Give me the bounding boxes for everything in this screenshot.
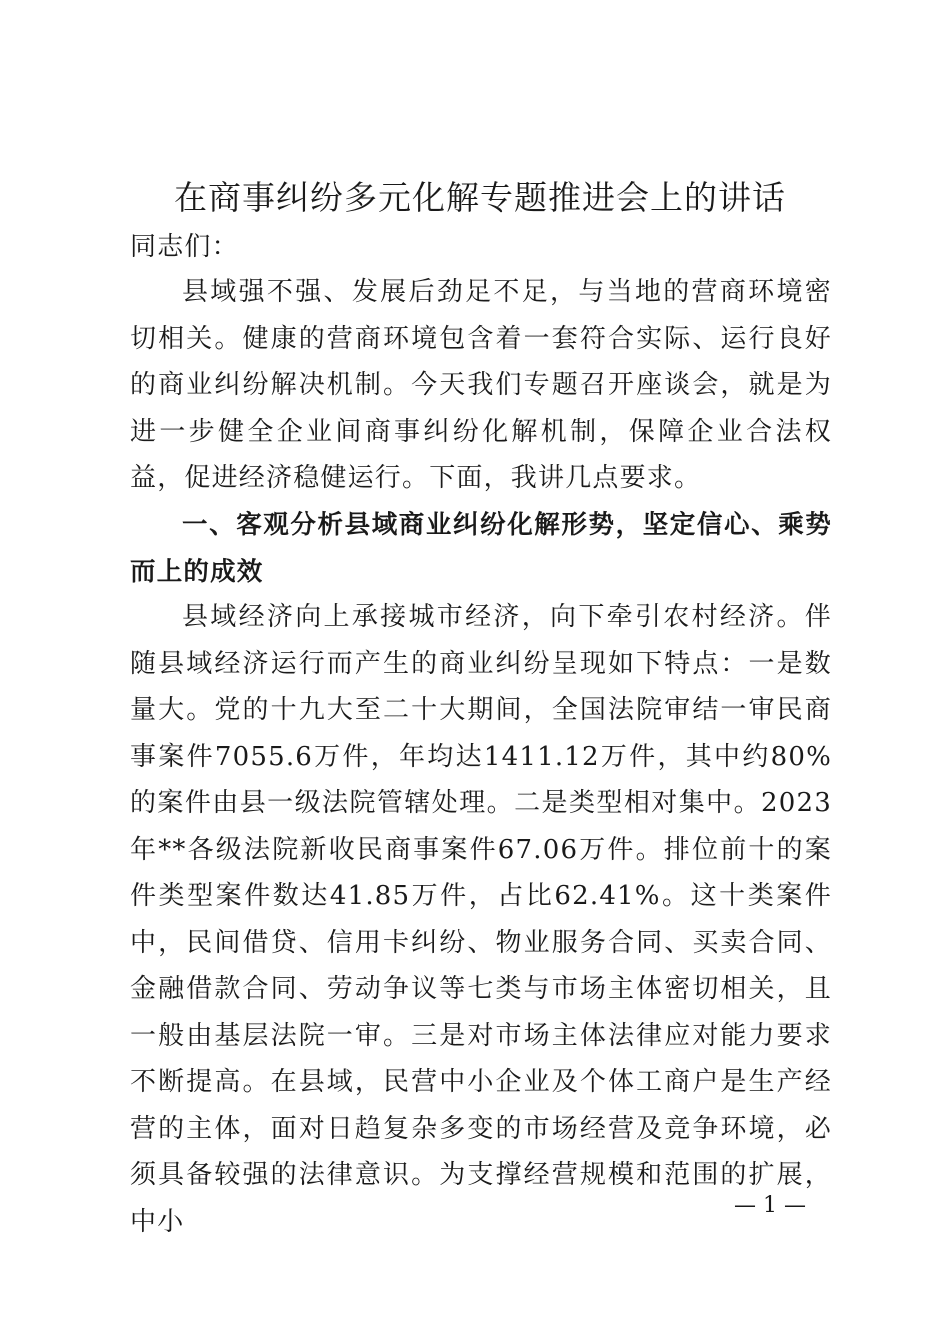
section-heading-1: 一、客观分析县域商业纠纷化解形势，坚定信心、乘势而上的成效 [130, 510, 832, 587]
salutation: 同志们： [130, 232, 239, 262]
page-number: — 1 — [734, 1193, 806, 1218]
intro-paragraph: 县域强不强、发展后劲足不足，与当地的营商环境密切相关。健康的营商环境包含着一套符合实际、运行良好的商业纠纷解决机制。今天我们专题召开座谈会，就是为进一步健全企业间商事纠纷化解机制，保障企业合法权益，促进经济稳健运行。下面，我讲几点要求。 [130, 277, 832, 493]
document-title: 在商事纠纷多元化解专题推进会上的讲话 [174, 178, 786, 217]
section-1-body-paragraph: 县域经济向上承接城市经济，向下牵引农村经济。伴随县域经济运行而产生的商业纠纷呈现如下特点：一是数量大。党的十九大至二十大期间，全国法院审结一审民商事案件7055.6万件，年均达1411.12万件，其中约80%的案件由县一级法院管辖处理。二是类型相对集中。2023年**各级法院新收民商事案件67.06万件。排位前十的案件类型案件数达41.85万件，占比62.41%。这十类案件中，民间借贷、信用卡纠纷、物业服务合同、买卖合同、金融借款合同、劳动争议等七类与市场主体密切相关，且一般由基层法院一审。三是对市场主体法律应对能力要求不断提高。在县域，民营中小企业及个体工商户是生产经营的主体，面对日趋复杂多变的市场经营及竞争环境，必须具备较强的法律意识。为支撑经营规模和范围的扩展，中小 [130, 602, 832, 1237]
